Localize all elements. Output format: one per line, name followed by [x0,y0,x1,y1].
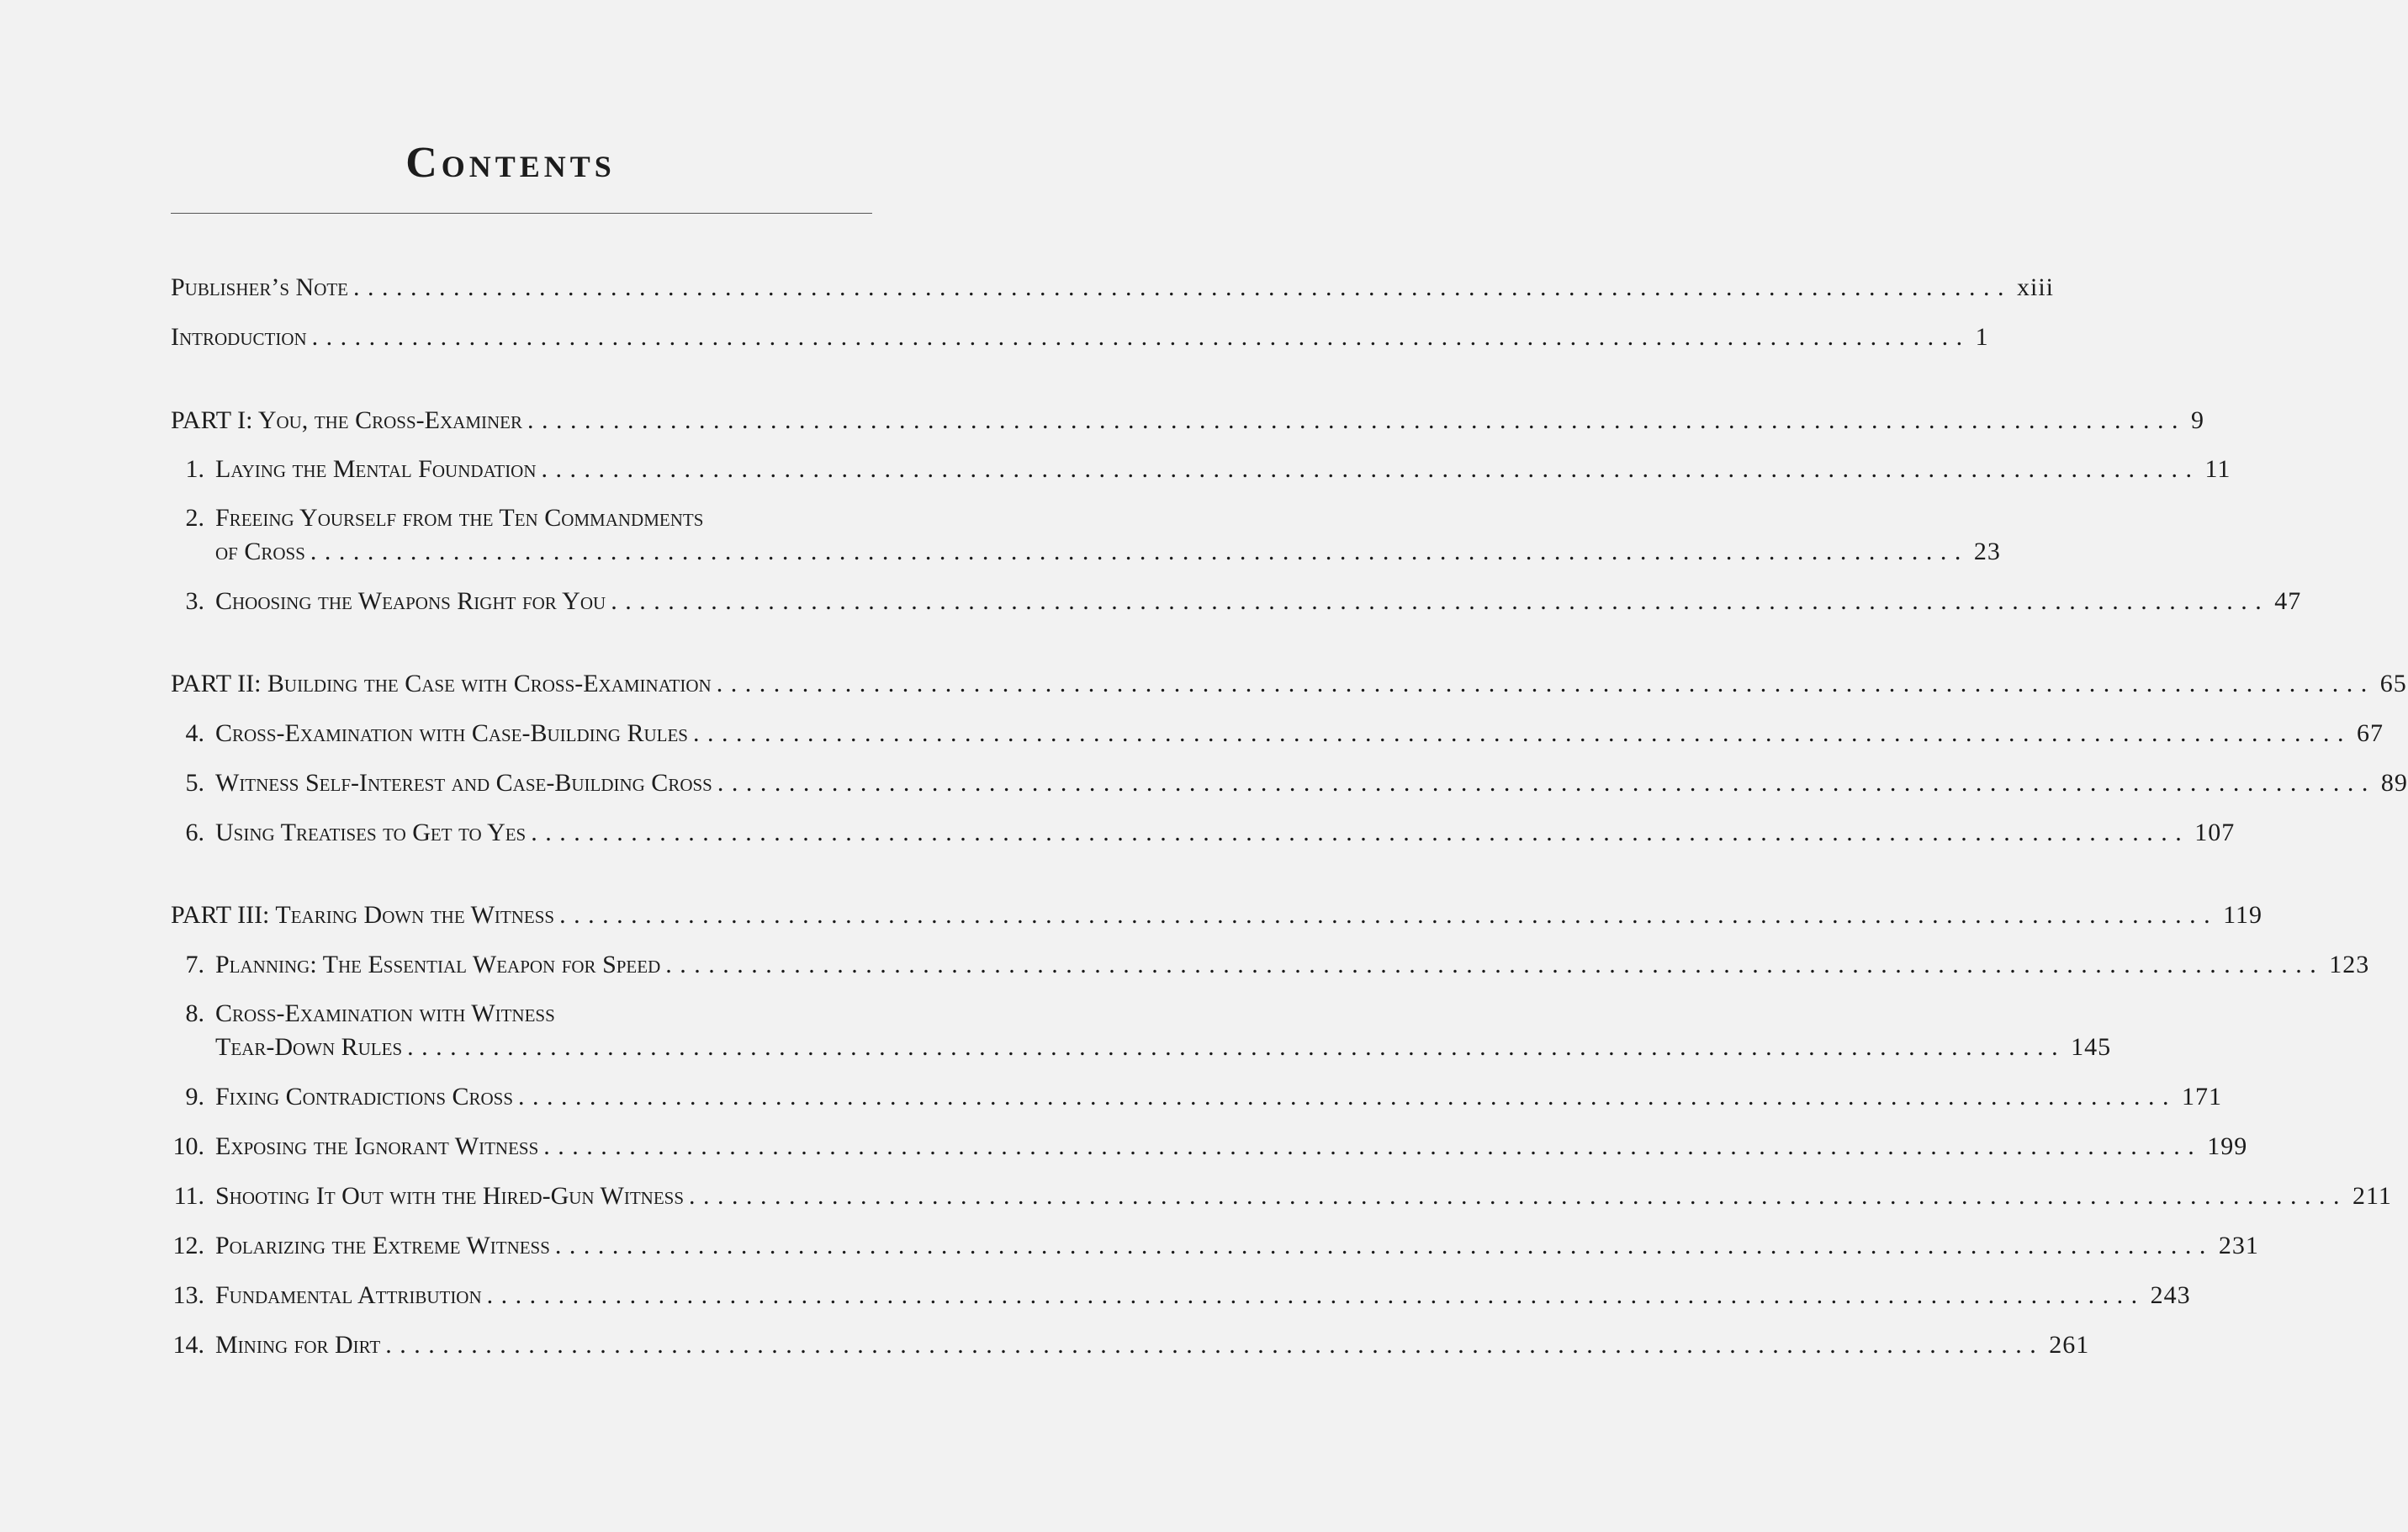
dot-leader: .................................................................................................................... [611,587,2270,615]
entry-title: Introduction [171,323,307,351]
chapter-number: 3. [185,587,204,615]
dot-leader: .................................................................................................................... [689,1182,2348,1210]
dot-leader: .................................................................................................................... [311,323,1971,351]
dot-leader: .................................................................................................................... [543,1132,2203,1160]
chapter-title: Choosing the Weapons Right for You [215,587,606,615]
page-title: Contents [405,139,616,187]
part-title: Tearing Down the Witness [275,901,555,929]
chapter-number: 9. [185,1083,204,1111]
page-number: 171 [2182,1083,2223,1111]
chapter-title: Using Treatises to Get to Yes [215,819,527,846]
chapter-title-continued: of Cross [215,538,305,565]
chapter-title: Mining for Dirt [215,1331,381,1359]
dot-leader: .................................................................................................................... [541,455,2200,483]
dot-leader: .................................................................................................................... [527,406,2186,434]
chapter-title: Fundamental Attribution [215,1281,482,1309]
chapter-number: 7. [185,951,204,978]
dot-leader: .................................................................................................................... [310,538,1969,565]
chapter-number: 6. [185,819,204,846]
chapter-title: Planning: The Essential Weapon for Speed [215,951,661,978]
page-number: 123 [2329,951,2370,978]
chapter-number: 10. [172,1132,204,1160]
part-heading [171,899,554,932]
page-number: xiii [2017,273,2055,301]
page-number: 23 [1973,538,2001,565]
chapter-title: Polarizing the Extreme Witness [215,1232,550,1259]
dot-leader: .................................................................................................................... [531,819,2190,846]
dot-leader: .................................................................................................................... [385,1331,2045,1359]
chapter-title: Shooting It Out with the Hired-Gun Witness [215,1182,685,1210]
page-number: 119 [2223,901,2262,929]
dot-leader: .................................................................................................................... [716,670,2375,697]
page-number: 261 [2049,1331,2090,1359]
page-number: 65 [2379,670,2407,697]
dot-leader: .................................................................................................................... [486,1281,2146,1309]
chapter-number: 13. [172,1281,204,1309]
page-number: 243 [2150,1281,2191,1309]
chapter-title: Cross-Examination with Case-Building Rules [215,719,688,747]
dot-leader: .................................................................................................................... [717,769,2376,797]
page-number: 67 [2356,719,2384,747]
dot-leader: .................................................................................................................... [518,1083,2178,1111]
chapter-title: Freeing Yourself from the Ten Commandments [215,504,704,532]
chapter-number: 2. [185,504,204,532]
dot-leader: .................................................................................................................... [407,1033,2067,1061]
chapter-title-continued: Tear-Down Rules [215,1033,403,1061]
dot-leader: .................................................................................................................... [665,951,2325,978]
page-number: 9 [2190,406,2204,434]
part-title: You, the Cross-Examiner [257,406,522,434]
chapter-title: Cross-Examination with Witness [215,999,555,1027]
page-number: 231 [2218,1232,2259,1259]
dot-leader: .................................................................................................................... [559,901,2219,929]
dot-leader: .................................................................................................................... [554,1232,2214,1259]
dot-leader: .................................................................................................................... [353,273,2013,301]
chapter-number: 4. [185,719,204,747]
page-number: 199 [2207,1132,2248,1160]
page-number: 89 [2380,769,2408,797]
page-number: 145 [2071,1033,2112,1061]
chapter-number: 8. [185,999,204,1027]
chapter-number: 5. [185,769,204,797]
page-number: 11 [2204,455,2231,483]
part-label: PART I: [171,406,253,434]
page-number: 211 [2352,1182,2392,1210]
page-number: 47 [2274,587,2302,615]
chapter-number: 14. [172,1331,204,1359]
part-heading [171,667,712,701]
part-label: PART II: [171,670,262,697]
part-heading [171,404,522,437]
chapter-title: Exposing the Ignorant Witness [215,1132,539,1160]
page-number: 107 [2194,819,2236,846]
chapter-title: Witness Self-Interest and Case-Building Cross [215,769,712,797]
part-title: Building the Case with Cross-Examination [267,670,712,697]
dot-leader: .................................................................................................................... [692,719,2352,747]
chapter-number: 12. [172,1232,204,1259]
page-number: 1 [1975,323,1989,351]
chapter-title: Laying the Mental Foundation [215,455,537,483]
chapter-number: 11. [173,1182,204,1210]
entry-title: Publisher’s Note [171,273,349,301]
chapter-title: Fixing Contradictions Cross [215,1083,514,1111]
part-label: PART III: [171,901,270,929]
chapter-number: 1. [185,455,204,483]
